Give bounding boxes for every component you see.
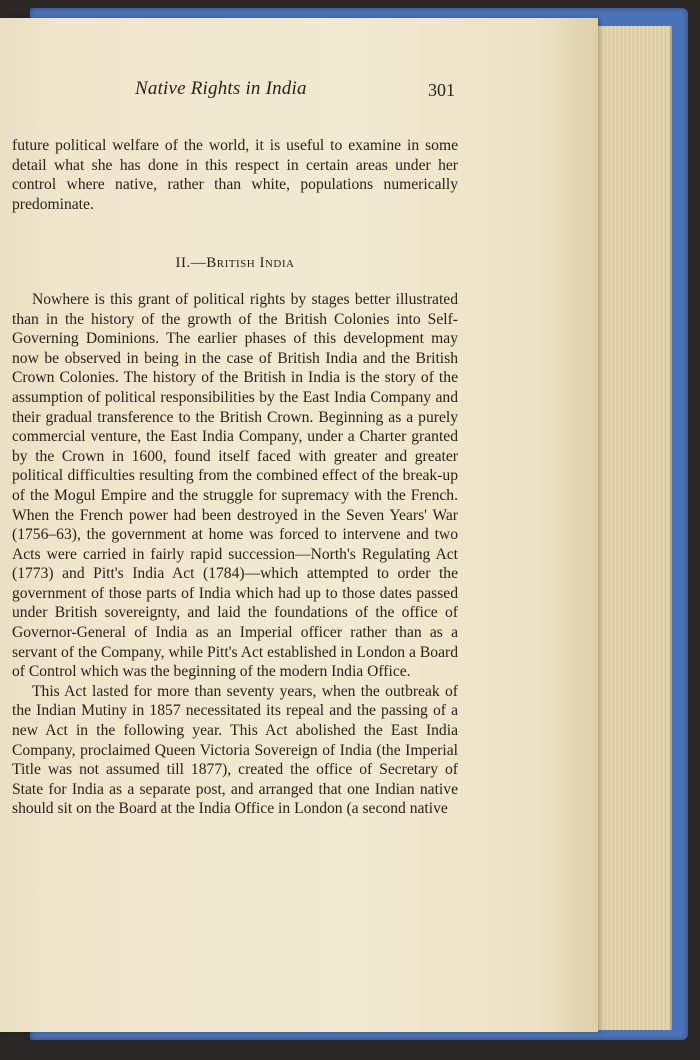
- section-heading: [12, 254, 458, 274]
- page-edges: [590, 26, 672, 1030]
- section-number: II.—: [175, 255, 207, 272]
- book-page: [0, 18, 598, 1032]
- running-title: Native Rights in India: [135, 78, 307, 99]
- body-text: [12, 136, 458, 819]
- paragraph: This Act lasted for more than seventy years, when the outbreak of the Indian Mutiny in 1857 necessitated its repeal and the passing of a new Act in the following year. This Act abolished the East India Company, proclaimed Queen Victoria Sovereign of India (the Imperial Title was not assumed till 1877), created the office of Secretary of State for India as a separate post, and arranged that one Indian native should sit on the Board at the India Office in London (a second native: [12, 682, 458, 818]
- page-number: 301: [428, 80, 455, 100]
- paragraph: Nowhere is this grant of political rights by stages better illustrated than in the history of the growth of the British Colonies into Self-Governing Dominions. The earlier phases of this development may now be observed in being in the case of British India and the British Crown Colonies. The history of the British in India is the story of the assumption of political responsibilities by the East India Company and their gradual transference to the British Crown. Beginning as a purely commercial venture, the East India Company, under a Charter granted by the Crown in 1600, found itself faced with greater and greater political difficulties resulting from the combined effect of the break-up of the Mogul Empire and the struggle for supremacy with the French. When the French power had been destroyed in the Seven Years' War (1756–63), the government at home was forced to intervene and two Acts were carried in fairly rapid succession—North's Regulating Act (1773) and Pitt's India Act (1784)—which attempted to order the government of those parts of India which had up to those dates passed under British sovereignty, and laid the foundations of the office of Governor-General of India as an Imperial officer rather than as a servant of the Company, while Pitt's Act established in London a Board of Control which was the beginning of the modern India Office.: [12, 290, 458, 681]
- paragraph-continued: future political welfare of the world, it is useful to examine in some detail what she has done in this respect in certain areas under her control where native, rather than white, populations numerically predominate.: [12, 137, 458, 213]
- section-title: British India: [206, 255, 295, 272]
- running-header: [0, 78, 598, 108]
